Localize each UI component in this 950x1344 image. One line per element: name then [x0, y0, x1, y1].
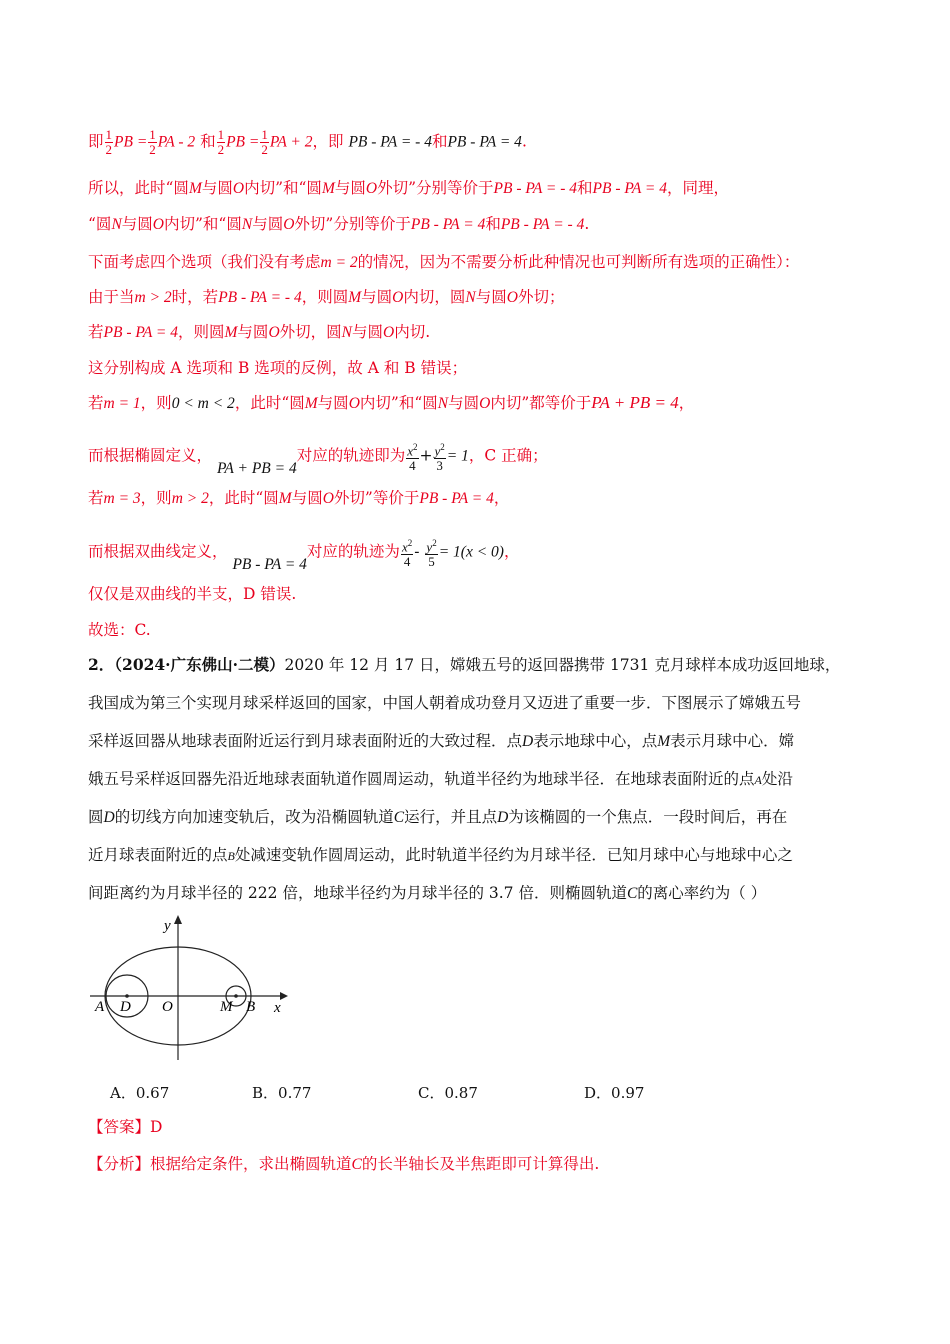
point-m-dot [234, 994, 238, 998]
solution-line-7: 这分别构成 A 选项和 B 选项的反例，故 A 和 B 错误； [88, 359, 468, 377]
solution-line-3: “圆N与圆O内切”和“圆N与圆O外切”分别等价于PB - PA = 4和PB - PA = - 4. [88, 215, 590, 233]
solution-line-6: 若PB - PA = 4，则圆M与圆O外切，圆N与圆O内切. [88, 323, 431, 341]
conclusion: 故选：C. [88, 621, 151, 639]
solution-line-11: 而根据双曲线定义， PB - PA = 4对应的轨迹为 $\frac{x^2}{4}$ - $\frac{y^2}{5}$ = 1(x < 0)， [88, 538, 520, 573]
question-line-2: 我国成为第三个实现月球采样返回的国家，中国人朝着成功登月又迈进了重要一步．下图展示了嫦娥五号 [88, 694, 802, 712]
solution-line-2: 所以，此时“圆M与圆O内切”和“圆M与圆O外切”分别等价于PB - PA = - 4和PB - PA = 4，同理， [88, 179, 730, 197]
question-line-6: 近月球表面附近的点B处减速变轨作圆周运动，此时轨道半径约为月球半径．已知月球中心与地球中心之 [88, 846, 793, 864]
label-a: A [95, 999, 105, 1015]
option-d[interactable]: D．0.97 [584, 1084, 645, 1102]
fraction-x2-over-4: $\frac{x^2}{4}$ [401, 538, 413, 570]
question-line-5: 圆D的切线方向加速变轨后，改为沿椭圆轨道C运行，并且点D为该椭圆的一个焦点．一段时间后，再在 [88, 808, 788, 826]
analysis-tag: 【分析】 [88, 1155, 151, 1173]
solution-line-9: 而根据椭圆定义， PA + PB = 4对应的轨迹即为 $\frac{x^2}{4}$ + $\frac{y^2}{3}$ = 1，C 正确； [88, 442, 548, 477]
question-line-7: 间距离约为月球半径的 222 倍，地球半径约为月球半径的 3.7 倍．则椭圆轨道C的离心率约为（ ） [88, 884, 767, 902]
fraction-y2-over-5: $\frac{y^2}{5}$ [426, 538, 437, 570]
x-axis-arrow [280, 992, 288, 1000]
option-a[interactable]: A．0.67 [110, 1084, 170, 1102]
solution-line-4: 下面考虑四个选项（我们没有考虑m = 2的情况，因为不需要分析此种情况也可判断所有选项的正确性）： [88, 253, 800, 271]
solution-line-8: 若m = 1，则0 < m < 2，此时“圆M与圆O内切”和“圆N与圆O内切”都等价于PA + PB = 4， [88, 393, 695, 412]
label-x: x [274, 1000, 281, 1016]
answer-line [88, 1117, 162, 1137]
question-line-1: 2．（2024·广东佛山·二模）2020 年 12 月 17 日，嫦娥五号的返回器携带 1731 克月球样本成功返回地球， [88, 655, 841, 674]
analysis-line: 【分析】根据给定条件，求出椭圆轨道C的长半轴长及半焦距即可计算得出. [88, 1155, 600, 1173]
label-y: y [164, 918, 171, 934]
solution-line-5: 由于当m > 2时，若PB - PA = - 4，则圆M与圆O内切，圆N与圆O外切； [88, 288, 565, 306]
label-b: B [246, 999, 256, 1015]
ellipse-orbit-figure [88, 912, 298, 1062]
fraction-x2-over-4: $\frac{x^2}{4}$ [407, 442, 418, 474]
fraction-y2-over-3: $\frac{y^2}{3}$ [434, 442, 445, 474]
solution-line-1: 即 $\frac{1}{2}$ PB = $\frac{1}{2}$ PA - 2 和 $\frac{1}{2}$ PB = $\frac{1}{2}$ PA + 2，即 PB - PA = - 4和PB - PA = 4. [88, 127, 527, 157]
fraction-half: $\frac{1}{2}$ [105, 127, 113, 157]
label-d: D [120, 999, 131, 1015]
option-c[interactable]: C．0.87 [418, 1084, 478, 1102]
question-line-4: 娥五号采样返回器先沿近地球表面轨道作圆周运动，轨道半径约为地球半径．在地球表面附近的点A处沿 [88, 770, 793, 788]
solution-line-12: 仅仅是双曲线的半支，D 错误. [88, 585, 297, 603]
answer-tag: 【答案】 [88, 1118, 151, 1136]
y-axis-arrow [174, 915, 182, 924]
option-b[interactable]: B．0.77 [252, 1084, 312, 1102]
question-line-3: 采样返回器从地球表面附近运行到月球表面附近的大致过程．点D表示地球中心，点M表示月球中心．嫦 [88, 732, 795, 750]
label-o: O [162, 999, 173, 1015]
point-d-dot [125, 994, 129, 998]
answer-value: D [150, 1118, 163, 1136]
label-m: M [220, 999, 233, 1015]
solution-line-10: 若m = 3，则m > 2，此时“圆M与圆O外切”等价于PB - PA = 4， [88, 489, 510, 507]
